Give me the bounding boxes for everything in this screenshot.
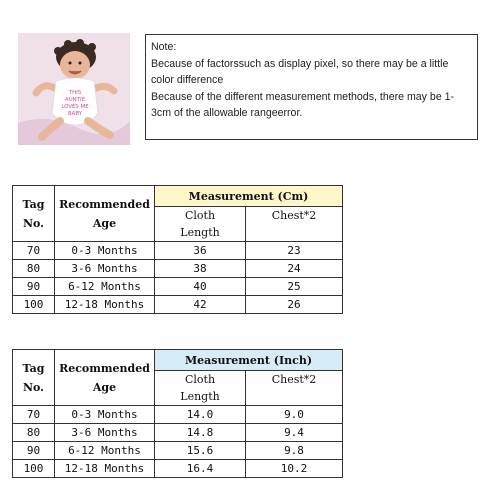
note-title: Note: <box>151 41 177 53</box>
age-cell: 3-6 Months <box>55 260 155 278</box>
chest-label: Chest*2 <box>271 209 317 222</box>
chest-header <box>246 207 343 242</box>
note-color-line: Because of factorssuch as display pixel, so there may be a little color difference <box>151 57 449 86</box>
tag-header-label: Tag No. <box>22 197 45 230</box>
tag-cell: 90 <box>13 442 55 460</box>
chest-cell: 9.0 <box>246 406 343 424</box>
chest-cell: 24 <box>246 260 343 278</box>
cloth-length-cell: 16.4 <box>155 460 246 478</box>
chest-label: Chest*2 <box>271 373 317 386</box>
table-row <box>13 406 343 424</box>
note-measurement-line: Because of the different measurement methods, there may be 1-3cm of the allowable rangeerror. <box>151 90 455 119</box>
tag-cell: 90 <box>13 278 55 296</box>
cloth-length-label: Cloth Length <box>180 373 220 403</box>
size-table-inch <box>12 349 343 478</box>
table-row <box>13 460 343 478</box>
tag-cell: 70 <box>13 242 55 260</box>
cloth-length-cell: 15.6 <box>155 442 246 460</box>
tag-header <box>13 350 55 406</box>
tag-header-label: Tag No. <box>22 361 45 394</box>
chest-header <box>246 371 343 406</box>
tag-header <box>13 186 55 242</box>
cloth-length-cell: 36 <box>155 242 246 260</box>
cloth-length-label: Cloth Length <box>180 209 220 239</box>
measurement-header-label: Measurement (Cm) <box>188 189 309 203</box>
chest-cell: 9.4 <box>246 424 343 442</box>
age-cell: 3-6 Months <box>55 424 155 442</box>
age-cell: 0-3 Months <box>55 406 155 424</box>
shirt-print-line3: LOVES ME <box>61 104 89 110</box>
size-table-cm <box>12 185 343 314</box>
tag-cell: 100 <box>13 460 55 478</box>
tag-cell: 70 <box>13 406 55 424</box>
age-header-label: Recommended Age <box>59 197 150 230</box>
table-row <box>13 242 343 260</box>
measurement-header <box>155 186 343 207</box>
tag-cell: 80 <box>13 260 55 278</box>
tag-cell: 100 <box>13 296 55 314</box>
shirt-print-line2: AUNTIE <box>65 97 85 103</box>
age-cell: 6-12 Months <box>55 442 155 460</box>
chest-cell: 26 <box>246 296 343 314</box>
baby-photo <box>18 33 130 145</box>
cloth-length-cell: 42 <box>155 296 246 314</box>
shirt-print-line4: BABY <box>67 111 83 117</box>
age-cell: 12-18 Months <box>55 460 155 478</box>
chest-cell: 25 <box>246 278 343 296</box>
note-box <box>145 34 478 140</box>
table-row <box>13 260 343 278</box>
age-cell: 12-18 Months <box>55 296 155 314</box>
measurement-header-label: Measurement (Inch) <box>184 353 313 367</box>
chest-cell: 9.8 <box>246 442 343 460</box>
table-row <box>13 442 343 460</box>
cloth-length-header <box>155 207 246 242</box>
baby-in-white-bodysuit-photo-icon <box>18 33 130 145</box>
age-cell: 6-12 Months <box>55 278 155 296</box>
shirt-print-line1: THIS <box>68 90 82 96</box>
cloth-length-cell: 38 <box>155 260 246 278</box>
age-cell: 0-3 Months <box>55 242 155 260</box>
cloth-length-header <box>155 371 246 406</box>
chest-cell: 10.2 <box>246 460 343 478</box>
measurement-header <box>155 350 343 371</box>
age-header <box>55 350 155 406</box>
chest-cell: 23 <box>246 242 343 260</box>
table-row <box>13 296 343 314</box>
age-header <box>55 186 155 242</box>
table-row <box>13 424 343 442</box>
cloth-length-cell: 14.8 <box>155 424 246 442</box>
cloth-length-cell: 40 <box>155 278 246 296</box>
table-row <box>13 278 343 296</box>
tag-cell: 80 <box>13 424 55 442</box>
age-header-label: Recommended Age <box>59 361 150 394</box>
cloth-length-cell: 14.0 <box>155 406 246 424</box>
